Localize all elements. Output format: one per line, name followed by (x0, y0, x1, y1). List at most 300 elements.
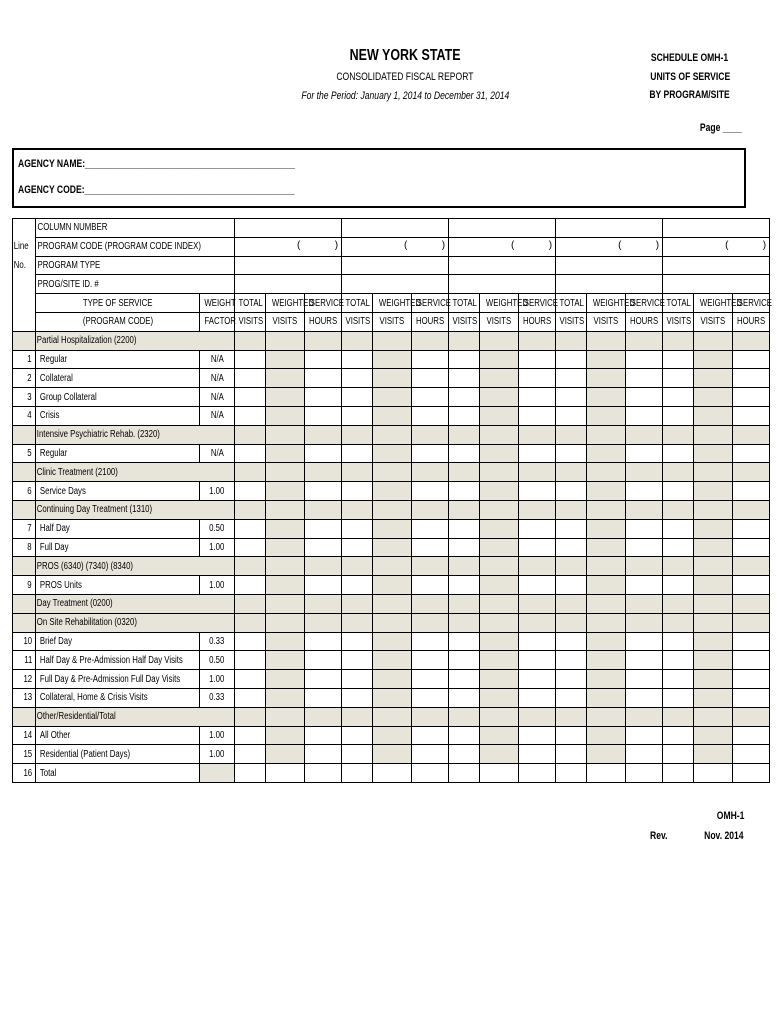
program-column-4[interactable] (556, 275, 663, 294)
service-hours-cell[interactable] (305, 369, 342, 388)
weighted-visits-cell[interactable] (694, 444, 733, 463)
weighted-visits-cell[interactable] (373, 482, 412, 501)
total-visits-cell[interactable] (663, 406, 694, 425)
total-visits-cell[interactable] (663, 350, 694, 369)
service-hours-cell[interactable] (305, 444, 342, 463)
total-visits-cell[interactable] (556, 745, 587, 764)
data-cell (305, 557, 342, 576)
weighted-visits-cell[interactable] (480, 670, 519, 689)
total-visits-cell[interactable] (342, 726, 373, 745)
service-hours-cell[interactable] (733, 388, 770, 407)
service-hours-cell[interactable] (626, 632, 663, 651)
service-hours-cell[interactable] (626, 482, 663, 501)
total-visits-cell[interactable] (556, 688, 587, 707)
weighted-visits-cell[interactable] (480, 350, 519, 369)
total-visits-cell[interactable] (556, 576, 587, 595)
weighted-visits-cell[interactable] (587, 482, 626, 501)
weighted-visits-cell[interactable] (480, 444, 519, 463)
weighted-visits-cell[interactable] (266, 444, 305, 463)
data-cell (694, 331, 733, 350)
service-hours-cell[interactable] (412, 632, 449, 651)
weighted-visits-header: VISITS (373, 312, 412, 331)
weighted-visits-cell[interactable] (480, 726, 519, 745)
total-visits-cell[interactable] (449, 482, 480, 501)
weighted-visits-cell[interactable] (694, 538, 733, 557)
total-visits-cell[interactable] (663, 688, 694, 707)
total-visits-cell[interactable] (449, 764, 480, 783)
total-visits-cell[interactable] (663, 388, 694, 407)
service-hours-cell[interactable] (519, 519, 556, 538)
data-cell (626, 500, 663, 519)
total-visits-cell[interactable] (663, 444, 694, 463)
total-visits-cell[interactable] (556, 369, 587, 388)
total-visits-cell[interactable] (235, 369, 266, 388)
weighted-visits-cell[interactable] (694, 632, 733, 651)
service-hours-cell[interactable] (733, 745, 770, 764)
service-hours-cell[interactable] (412, 444, 449, 463)
service-hours-cell[interactable] (733, 406, 770, 425)
total-visits-cell[interactable] (449, 632, 480, 651)
total-visits-cell[interactable] (342, 538, 373, 557)
total-visits-cell[interactable] (449, 726, 480, 745)
data-cell (266, 425, 305, 444)
weighted-visits-cell[interactable] (266, 670, 305, 689)
total-visits-cell[interactable] (556, 519, 587, 538)
total-visits-cell[interactable] (556, 726, 587, 745)
total-visits-cell[interactable] (449, 388, 480, 407)
total-visits-cell[interactable] (556, 406, 587, 425)
total-visits-cell[interactable] (235, 406, 266, 425)
service-hours-cell[interactable] (305, 726, 342, 745)
weighted-visits-cell[interactable] (694, 388, 733, 407)
weighted-visits-cell[interactable] (480, 576, 519, 595)
weighted-visits-cell[interactable] (694, 670, 733, 689)
service-hours-cell[interactable] (733, 688, 770, 707)
service-hours-cell[interactable] (626, 388, 663, 407)
weighted-visits-cell[interactable] (587, 519, 626, 538)
total-visits-cell[interactable] (235, 350, 266, 369)
total-visits-cell[interactable] (342, 482, 373, 501)
weighted-visits-cell[interactable] (373, 538, 412, 557)
weighted-visits-cell[interactable] (694, 764, 733, 783)
service-hours-cell[interactable] (412, 651, 449, 670)
weighted-visits-cell[interactable] (587, 726, 626, 745)
service-hours-cell[interactable] (519, 764, 556, 783)
weighted-visits-cell[interactable] (587, 576, 626, 595)
service-hours-cell[interactable] (626, 369, 663, 388)
weighted-visits-cell[interactable] (694, 726, 733, 745)
total-visits-cell[interactable] (449, 688, 480, 707)
weighted-visits-cell[interactable] (373, 670, 412, 689)
service-hours-cell[interactable] (626, 764, 663, 783)
total-visits-cell[interactable] (235, 388, 266, 407)
weighted-visits-cell[interactable] (587, 444, 626, 463)
weighted-visits-cell[interactable] (587, 670, 626, 689)
service-hours-cell[interactable] (733, 482, 770, 501)
service-hours-cell[interactable] (519, 670, 556, 689)
service-hours-cell[interactable] (519, 745, 556, 764)
service-hours-cell[interactable] (412, 688, 449, 707)
weighted-visits-cell[interactable] (266, 745, 305, 764)
service-hours-cell[interactable] (519, 632, 556, 651)
section-row (13, 594, 770, 613)
program-column-3[interactable] (449, 219, 556, 238)
total-visits-cell[interactable] (556, 538, 587, 557)
service-hours-cell[interactable] (305, 745, 342, 764)
service-hours-cell[interactable] (412, 519, 449, 538)
weighted-visits-cell[interactable] (587, 632, 626, 651)
agency-code-field[interactable]: AGENCY CODE:____________________________________________ (18, 184, 295, 196)
weighted-visits-cell[interactable] (694, 519, 733, 538)
weighted-visits-cell[interactable] (266, 688, 305, 707)
data-cell (449, 500, 480, 519)
weighted-visits-cell[interactable] (480, 764, 519, 783)
weighted-visits-cell[interactable] (266, 726, 305, 745)
weighted-visits-cell[interactable] (480, 482, 519, 501)
weighted-visits-cell[interactable] (587, 651, 626, 670)
service-hours-cell[interactable] (519, 369, 556, 388)
weighted-visits-cell[interactable] (587, 745, 626, 764)
weighted-visits-cell[interactable] (266, 482, 305, 501)
service-label: Collateral (36, 369, 200, 388)
program-column-3[interactable] (449, 256, 556, 275)
total-visits-cell[interactable] (663, 519, 694, 538)
service-hours-cell[interactable] (626, 406, 663, 425)
service-hours-cell[interactable] (305, 388, 342, 407)
weight-factor: 0.50 (200, 519, 235, 538)
weighted-visits-cell[interactable] (480, 406, 519, 425)
service-hours-cell[interactable] (412, 538, 449, 557)
weighted-visits-cell[interactable] (266, 369, 305, 388)
data-cell (733, 425, 770, 444)
section-label: Other/Residential/Total (36, 707, 235, 726)
program-column-5[interactable] (663, 275, 770, 294)
total-visits-cell[interactable] (556, 482, 587, 501)
weighted-visits-cell[interactable] (480, 651, 519, 670)
service-hours-cell[interactable] (412, 745, 449, 764)
table-row (13, 670, 770, 689)
service-hours-cell[interactable] (412, 369, 449, 388)
weighted-visits-cell[interactable] (480, 745, 519, 764)
total-visits-cell[interactable] (663, 576, 694, 595)
weighted-visits-cell[interactable] (266, 388, 305, 407)
total-visits-cell[interactable] (663, 482, 694, 501)
service-hours-header: SERVICE (412, 294, 449, 313)
service-hours-cell[interactable] (305, 350, 342, 369)
service-hours-cell[interactable] (519, 388, 556, 407)
service-hours-cell[interactable] (733, 726, 770, 745)
weighted-visits-cell[interactable] (266, 764, 305, 783)
program-column-5[interactable] (663, 219, 770, 238)
data-cell (663, 425, 694, 444)
service-hours-cell[interactable] (412, 482, 449, 501)
total-visits-cell[interactable] (235, 651, 266, 670)
type-of-service-header: TYPE OF SERVICE (36, 294, 200, 313)
weighted-visits-cell[interactable] (694, 369, 733, 388)
service-hours-cell[interactable] (626, 651, 663, 670)
data-cell (266, 707, 305, 726)
weight-factor: N/A (200, 406, 235, 425)
weighted-visits-cell[interactable] (266, 651, 305, 670)
service-label: Residential (Patient Days) (36, 745, 200, 764)
weighted-visits-cell[interactable] (373, 388, 412, 407)
weighted-visits-cell[interactable] (266, 632, 305, 651)
program-column-1[interactable] (235, 219, 342, 238)
total-visits-cell[interactable] (342, 406, 373, 425)
weighted-visits-cell[interactable] (480, 388, 519, 407)
program-column-3[interactable] (449, 275, 556, 294)
weighted-visits-cell[interactable] (373, 350, 412, 369)
total-visits-cell[interactable] (235, 726, 266, 745)
service-hours-cell[interactable] (733, 651, 770, 670)
service-hours-cell[interactable] (626, 538, 663, 557)
program-column-4[interactable] (556, 256, 663, 275)
service-hours-cell[interactable] (733, 538, 770, 557)
service-hours-cell[interactable] (305, 651, 342, 670)
total-visits-cell[interactable] (342, 670, 373, 689)
program-column-5[interactable] (663, 237, 770, 256)
service-hours-cell[interactable] (305, 519, 342, 538)
total-visits-cell[interactable] (342, 388, 373, 407)
table-row (13, 576, 770, 595)
total-visits-cell[interactable] (663, 369, 694, 388)
service-hours-cell[interactable] (733, 576, 770, 595)
service-hours-cell[interactable] (305, 670, 342, 689)
revision-date: Nov. 2014 (704, 830, 744, 842)
program-column-1[interactable] (235, 256, 342, 275)
total-visits-cell[interactable] (449, 350, 480, 369)
total-visits-cell[interactable] (235, 745, 266, 764)
service-hours-cell[interactable] (412, 764, 449, 783)
service-hours-cell[interactable] (626, 688, 663, 707)
weighted-visits-cell[interactable] (694, 406, 733, 425)
total-visits-cell[interactable] (663, 538, 694, 557)
weighted-visits-cell[interactable] (373, 688, 412, 707)
program-column-2[interactable] (342, 256, 449, 275)
service-hours-cell[interactable] (305, 406, 342, 425)
weighted-visits-cell[interactable] (266, 350, 305, 369)
total-visits-cell[interactable] (342, 350, 373, 369)
program-column-1[interactable] (235, 275, 342, 294)
service-hours-cell[interactable] (733, 632, 770, 651)
weighted-visits-cell[interactable] (266, 576, 305, 595)
weighted-visits-cell[interactable] (694, 576, 733, 595)
service-hours-cell[interactable] (412, 670, 449, 689)
weighted-visits-cell[interactable] (587, 388, 626, 407)
service-hours-cell[interactable] (733, 444, 770, 463)
service-hours-cell[interactable] (305, 632, 342, 651)
weighted-visits-cell[interactable] (266, 519, 305, 538)
weight-factor: N/A (200, 444, 235, 463)
total-visits-cell[interactable] (449, 576, 480, 595)
total-visits-cell[interactable] (449, 745, 480, 764)
service-hours-cell[interactable] (733, 369, 770, 388)
program-column-3[interactable] (449, 237, 556, 256)
paren-open: ( (725, 239, 729, 251)
table-row (13, 745, 770, 764)
total-visits-cell[interactable] (449, 444, 480, 463)
weighted-visits-cell[interactable] (373, 726, 412, 745)
weighted-visits-cell[interactable] (480, 688, 519, 707)
service-hours-cell[interactable] (412, 726, 449, 745)
service-hours-cell[interactable] (519, 576, 556, 595)
line-number: 8 (13, 538, 36, 557)
service-hours-cell[interactable] (305, 688, 342, 707)
weighted-visits-cell[interactable] (694, 651, 733, 670)
total-visits-cell[interactable] (556, 350, 587, 369)
weighted-visits-cell[interactable] (266, 538, 305, 557)
total-visits-cell[interactable] (556, 670, 587, 689)
program-column-4[interactable] (556, 237, 663, 256)
weighted-visits-cell[interactable] (587, 350, 626, 369)
program-column-2[interactable] (342, 237, 449, 256)
service-hours-cell[interactable] (626, 444, 663, 463)
weighted-visits-cell[interactable] (694, 688, 733, 707)
service-hours-cell[interactable] (626, 576, 663, 595)
service-hours-cell[interactable] (626, 670, 663, 689)
total-visits-cell[interactable] (663, 726, 694, 745)
total-visits-cell[interactable] (342, 444, 373, 463)
service-hours-cell[interactable] (412, 388, 449, 407)
total-visits-cell[interactable] (235, 632, 266, 651)
total-visits-cell[interactable] (449, 406, 480, 425)
service-hours-header: SERVICE (519, 294, 556, 313)
service-hours-cell[interactable] (519, 350, 556, 369)
weighted-visits-cell[interactable] (373, 406, 412, 425)
data-cell (449, 594, 480, 613)
data-cell (449, 707, 480, 726)
service-hours-cell[interactable] (519, 482, 556, 501)
program-code-row: PROGRAM CODE (PROGRAM CODE INDEX) (36, 237, 235, 256)
total-visits-cell[interactable] (235, 670, 266, 689)
total-visits-cell[interactable] (663, 670, 694, 689)
weighted-visits-cell[interactable] (373, 651, 412, 670)
total-visits-cell[interactable] (235, 576, 266, 595)
total-visits-cell[interactable] (342, 576, 373, 595)
service-hours-cell[interactable] (519, 444, 556, 463)
service-hours-cell[interactable] (733, 350, 770, 369)
program-column-1[interactable] (235, 237, 342, 256)
total-visits-cell[interactable] (663, 764, 694, 783)
total-visits-cell[interactable] (342, 651, 373, 670)
total-visits-cell[interactable] (235, 764, 266, 783)
service-hours-cell[interactable] (412, 350, 449, 369)
service-hours-cell[interactable] (519, 538, 556, 557)
total-visits-cell[interactable] (342, 764, 373, 783)
service-hours-cell[interactable] (626, 745, 663, 764)
program-column-4[interactable] (556, 219, 663, 238)
service-hours-cell[interactable] (305, 576, 342, 595)
total-visits-cell[interactable] (449, 519, 480, 538)
total-visits-cell[interactable] (663, 632, 694, 651)
weighted-visits-cell[interactable] (266, 406, 305, 425)
service-hours-cell[interactable] (519, 651, 556, 670)
program-column-2[interactable] (342, 219, 449, 238)
weighted-visits-cell[interactable] (480, 632, 519, 651)
total-visits-cell[interactable] (235, 538, 266, 557)
weighted-visits-cell[interactable] (587, 406, 626, 425)
total-visits-cell[interactable] (342, 519, 373, 538)
data-cell (266, 613, 305, 632)
service-hours-cell[interactable] (305, 764, 342, 783)
data-cell (480, 463, 519, 482)
line-number: 12 (13, 670, 36, 689)
service-hours-cell[interactable] (733, 764, 770, 783)
total-visits-cell[interactable] (342, 745, 373, 764)
table-row (13, 444, 770, 463)
service-hours-cell[interactable] (305, 482, 342, 501)
service-hours-header: SERVICE (733, 294, 770, 313)
weighted-visits-cell[interactable] (480, 538, 519, 557)
weighted-visits-cell[interactable] (694, 350, 733, 369)
total-visits-cell[interactable] (663, 745, 694, 764)
service-hours-cell[interactable] (519, 726, 556, 745)
service-hours-cell[interactable] (626, 726, 663, 745)
total-visits-cell[interactable] (449, 538, 480, 557)
weighted-visits-cell[interactable] (373, 576, 412, 595)
total-visits-cell[interactable] (342, 688, 373, 707)
total-visits-cell[interactable] (449, 670, 480, 689)
service-hours-cell[interactable] (519, 406, 556, 425)
service-hours-cell[interactable] (733, 519, 770, 538)
weighted-visits-cell[interactable] (694, 745, 733, 764)
weighted-visits-cell[interactable] (373, 369, 412, 388)
service-hours-cell[interactable] (519, 688, 556, 707)
total-visits-cell[interactable] (342, 632, 373, 651)
service-hours-cell[interactable] (626, 350, 663, 369)
total-visits-cell[interactable] (235, 519, 266, 538)
total-visits-cell[interactable] (556, 764, 587, 783)
program-column-5[interactable] (663, 256, 770, 275)
total-visits-cell[interactable] (235, 444, 266, 463)
total-visits-cell[interactable] (663, 651, 694, 670)
service-hours-cell[interactable] (412, 576, 449, 595)
weighted-visits-cell[interactable] (587, 688, 626, 707)
total-visits-header: VISITS (449, 312, 480, 331)
line-number: 2 (13, 369, 36, 388)
line-number-header: No. (13, 256, 36, 275)
service-hours-cell[interactable] (305, 538, 342, 557)
service-hours-cell[interactable] (412, 406, 449, 425)
weighted-visits-cell[interactable] (373, 745, 412, 764)
weighted-visits-cell[interactable] (373, 632, 412, 651)
program-column-2[interactable] (342, 275, 449, 294)
weighted-visits-cell[interactable] (373, 519, 412, 538)
total-visits-cell[interactable] (342, 369, 373, 388)
total-visits-cell[interactable] (449, 651, 480, 670)
service-hours-cell[interactable] (733, 670, 770, 689)
total-visits-cell[interactable] (556, 651, 587, 670)
total-visits-cell[interactable] (556, 444, 587, 463)
total-visits-cell[interactable] (556, 388, 587, 407)
data-cell (235, 463, 266, 482)
agency-name-field[interactable]: AGENCY NAME:____________________________________________ (18, 158, 296, 170)
weighted-visits-cell[interactable] (373, 764, 412, 783)
total-visits-cell[interactable] (235, 482, 266, 501)
total-visits-cell[interactable] (449, 369, 480, 388)
data-cell (235, 425, 266, 444)
weighted-visits-cell[interactable] (373, 444, 412, 463)
weighted-visits-cell[interactable] (694, 482, 733, 501)
weighted-visits-cell[interactable] (480, 519, 519, 538)
weighted-visits-cell[interactable] (587, 764, 626, 783)
weighted-visits-cell[interactable] (480, 369, 519, 388)
total-visits-cell[interactable] (235, 688, 266, 707)
weighted-visits-cell[interactable] (587, 538, 626, 557)
total-visits-cell[interactable] (556, 632, 587, 651)
weighted-visits-cell[interactable] (587, 369, 626, 388)
service-hours-cell[interactable] (626, 519, 663, 538)
